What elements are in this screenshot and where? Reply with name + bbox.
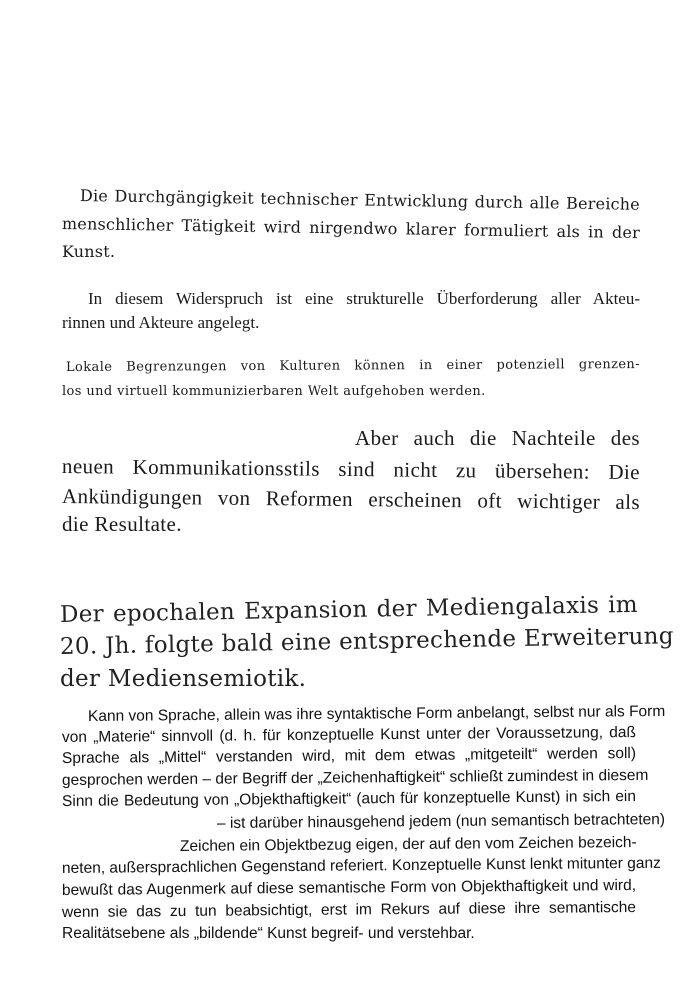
paragraph-4-line-2: neuen Kommunikationsstils sind nicht zu übersehen: Die [61, 454, 641, 485]
section-heading-line-3: der Mediensemiotik. [60, 666, 307, 692]
body-line-9: bewußt das Augenmerk auf diese semantische Form von Objekthaftigkeit und wird, [61, 876, 637, 899]
body-line-6: – ist darüber hinausgehend jedem (nun semantisch betrachteten) [216, 811, 666, 832]
paragraph-4-line-1: Aber auch die Nachteile des [355, 426, 640, 450]
paragraph-1-line-2: menschlicher Tätigkeit wird nirgendwo klarer formuliert als in der [61, 214, 641, 243]
body-line-11: Realitätsebene als „bildende“ Kunst begreif- und verstehbar. [62, 925, 475, 942]
body-line-5: Sinn die Bedeutung von „Objekthaftigkeit“ (auch für konzeptuelle Kunst) in sich ein [61, 787, 637, 810]
body-line-7: Zeichen ein Objektbezug eigen, der auf den vom Zeichen bezeich- [179, 834, 637, 855]
paragraph-3-line-1: Lokale Begrenzungen von Kulturen können in einer potenziell grenzen- [65, 356, 641, 375]
body-line-3: Sprache als „Mittel“ verstanden wird, mit dem etwas „mitgeteilt“ werden soll) [61, 744, 637, 767]
paragraph-4-line-4: die Resultate. [62, 512, 182, 536]
paragraph-1-line-3: Kunst. [62, 242, 116, 261]
paragraph-1-line-1: Die Durchgängigkeit technischer Entwicklung durch alle Bereiche [79, 186, 641, 214]
body-line-1: Kann von Sprache, allein was ihre syntaktische Form anbelangt, selbst nur als Form [87, 702, 666, 725]
paragraph-3-line-2: los und virtuell kommunizierbaren Welt aufgehoben werden. [62, 384, 486, 399]
paragraph-4-line-3: Ankündigungen von Reformen erscheinen oft wichtiger als [61, 484, 641, 515]
body-line-10: wenn sie das zu tun beabsichtigt, erst im Rekurs auf diese ihre semantische [61, 898, 637, 921]
paragraph-2-line-1: In diesem Widerspruch ist eine strukturelle Überforderung aller Akteu- [88, 289, 640, 308]
body-line-2: von „Materie“ sinnvoll (d. h. für konzeptuelle Kunst unter der Voraussetzung, daß [61, 723, 637, 746]
section-heading-line-1: Der epochalen Expansion der Mediengalaxis im [59, 591, 639, 628]
section-heading-line-2: 20. Jh. folgte bald eine entsprechende Erweiterung [59, 623, 675, 660]
body-line-4: gesprochen werden – der Begriff der „Zeichenhaftigkeit“ schließt zumindest in diesem [61, 766, 649, 789]
paragraph-2-line-2: rinnen und Akteure angelegt. [62, 313, 260, 332]
body-line-8: neten, außersprachlichen Gegenstand referiert. Konzeptuelle Kunst lenkt mitunter ganz [61, 854, 661, 877]
